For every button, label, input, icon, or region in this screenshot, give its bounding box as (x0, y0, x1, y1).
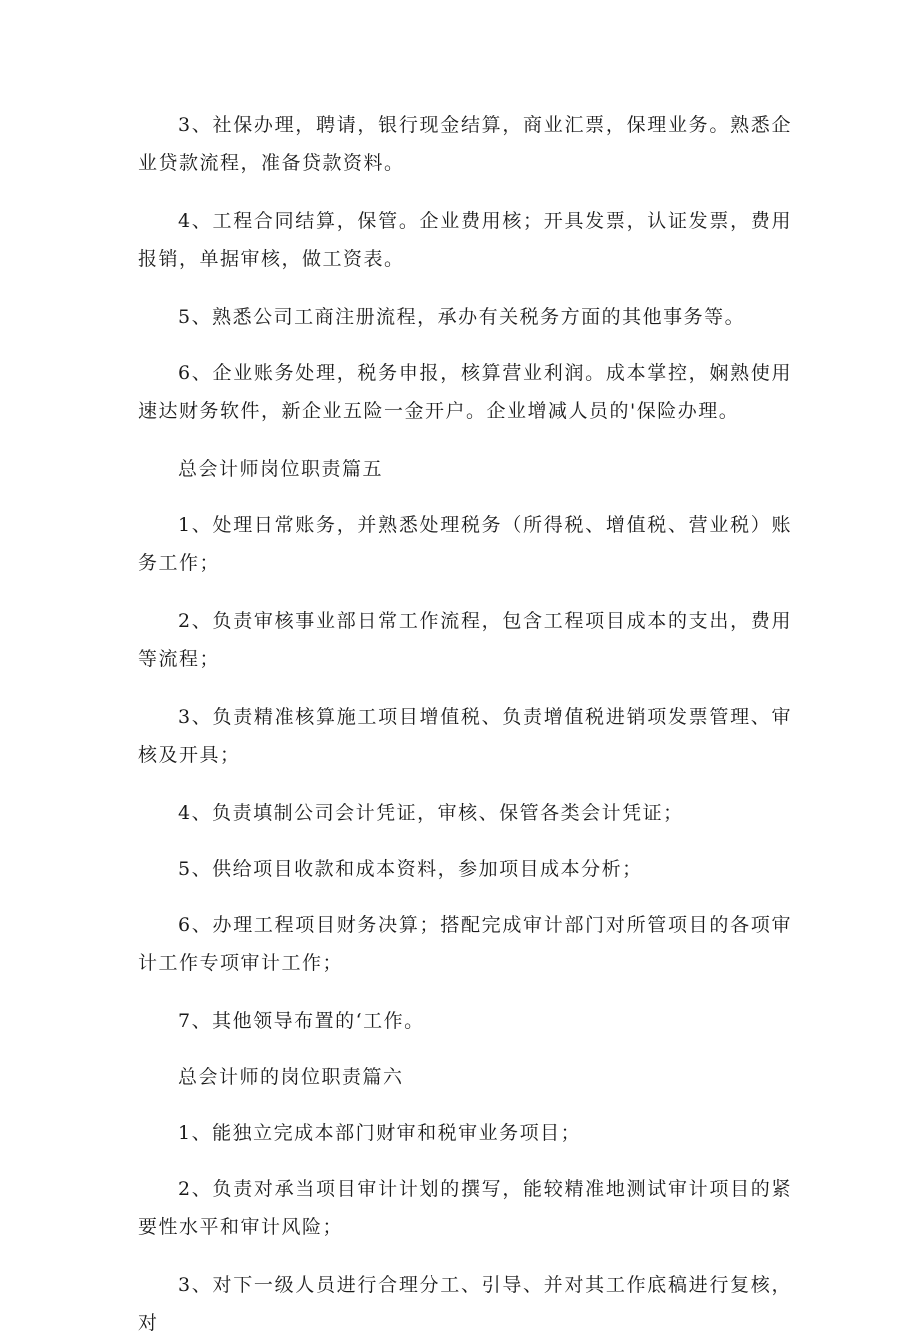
paragraph-part5-item-7: 7、其他领导布置的‘工作。 (178, 1010, 425, 1032)
paragraph-item-3-social-security: 3、社保办理，聘请，银行现金结算，商业汇票，保理业务。熟悉企业贷款流程，准备贷款资料。 (138, 114, 792, 174)
paragraph-part6-item-1: 1、能独立完成本部门财审和税审业务项目； (178, 1122, 582, 1144)
paragraph-part5-item-6: 6、办理工程项目财务决算；搭配完成审计部门对所管项目的各项审计工作专项审计工作； (138, 914, 792, 974)
section-heading-part-six: 总会计师的岗位职责篇六 (178, 1066, 404, 1088)
paragraph-item-4-contract-settlement: 4、工程合同结算，保管。企业费用核；开具发票，认证发票，费用报销，单据审核，做工资表。 (138, 210, 792, 270)
paragraph-part6-item-3: 3、对下一级人员进行合理分工、引导、并对其工作底稿进行复核，对 (138, 1274, 792, 1334)
paragraph-part5-item-2: 2、负责审核事业部日常工作流程，包含工程项目成本的支出，费用等流程； (138, 610, 792, 670)
paragraph-item-6-accounting-processing: 6、企业账务处理，税务申报，核算营业利润。成本掌控，娴熟使用速达财务软件，新企业五险一金开户。企业增减人员的'保险办理。 (138, 362, 792, 422)
paragraph-part5-item-4: 4、负责填制公司会计凭证，审核、保管各类会计凭证； (178, 802, 684, 824)
paragraph-part6-item-2: 2、负责对承当项目审计计划的撰写，能较精准地测试审计项目的紧要性水平和审计风险； (138, 1178, 792, 1238)
section-heading-part-five: 总会计师岗位职责篇五 (178, 458, 384, 480)
paragraph-item-5-company-registration: 5、熟悉公司工商注册流程，承办有关税务方面的其他事务等。 (178, 306, 746, 328)
paragraph-part5-item-5: 5、供给项目收款和成本资料，参加项目成本分析； (178, 858, 643, 880)
paragraph-part5-item-1: 1、处理日常账务，并熟悉处理税务（所得税、增值税、营业税）账务工作； (138, 514, 792, 574)
paragraph-part5-item-3: 3、负责精准核算施工项目增值税、负责增值税进销项发票管理、审核及开具； (138, 706, 792, 766)
